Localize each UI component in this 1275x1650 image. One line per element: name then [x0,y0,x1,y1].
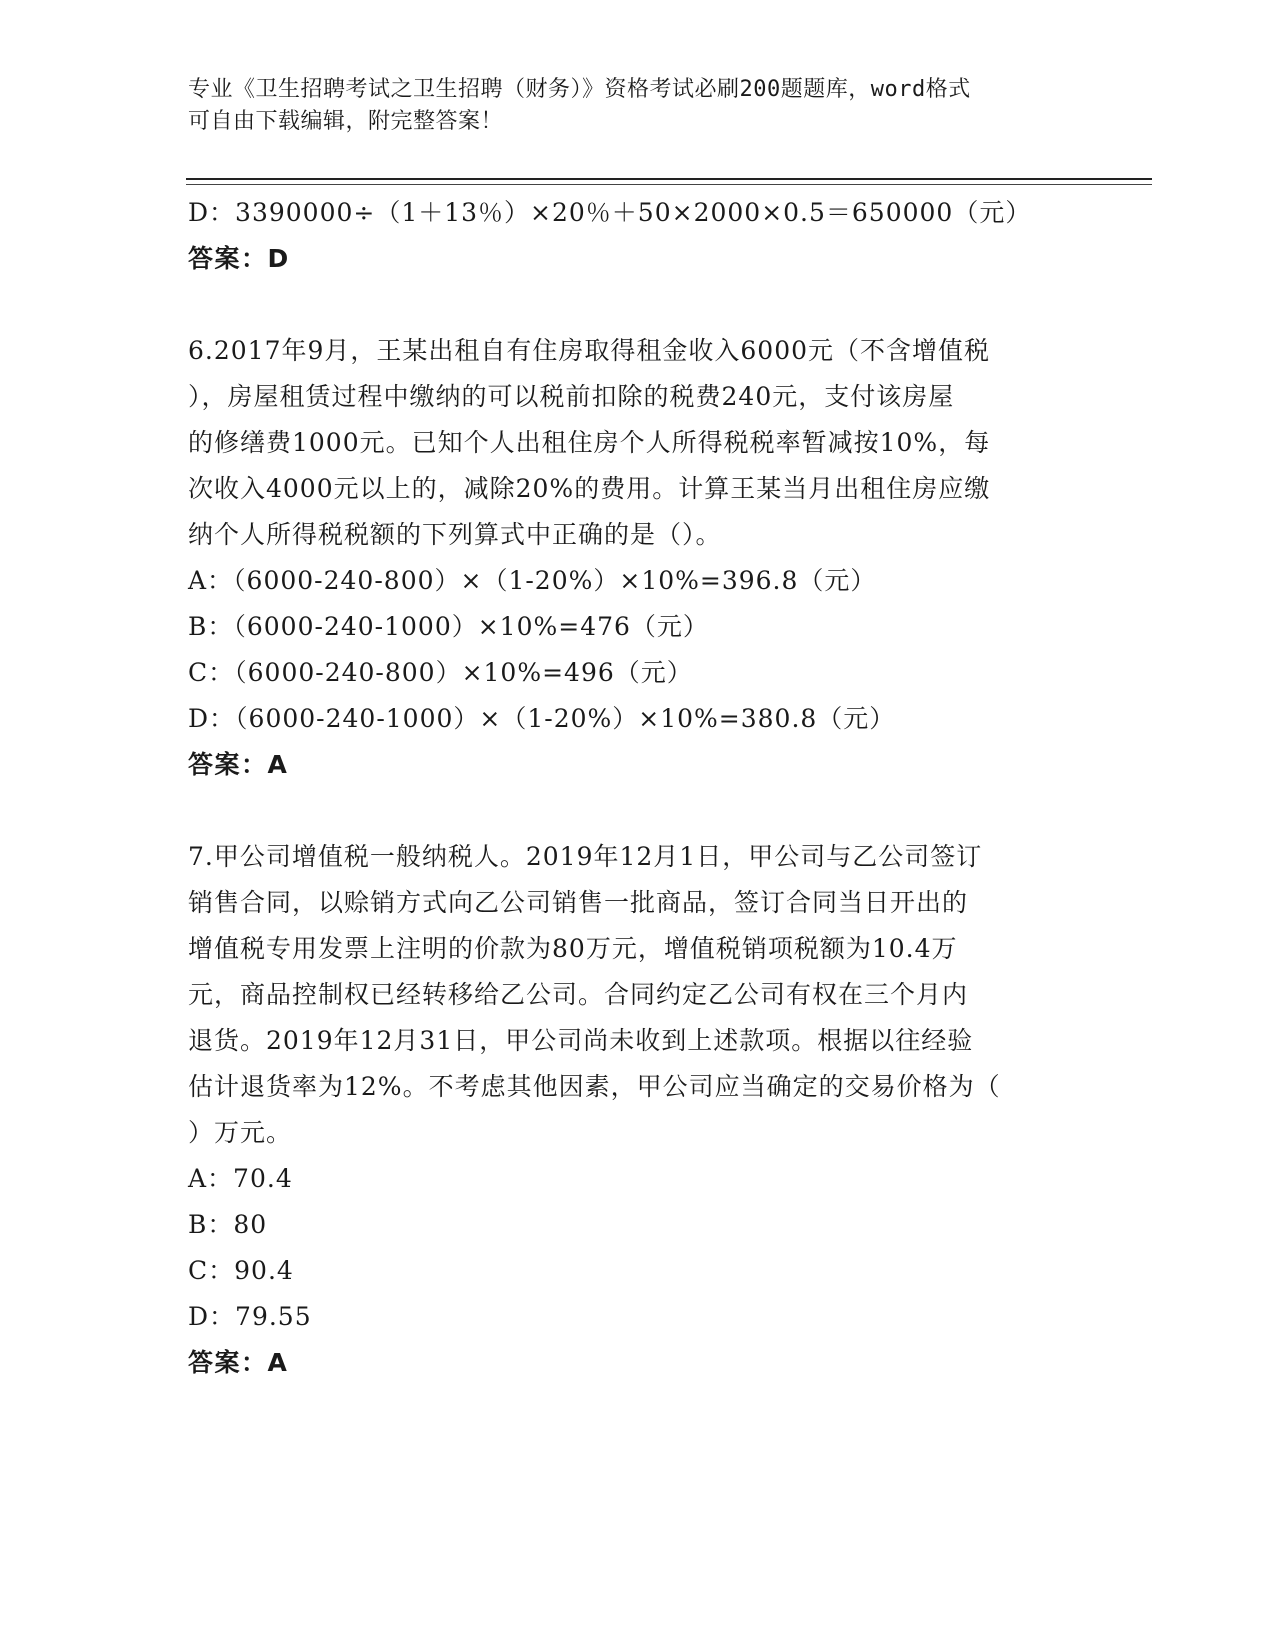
document-body [188,190,1088,1386]
question-7 [188,834,1088,1386]
answer-label: 答案：A [188,1348,289,1377]
question-text-line: 的修缮费1000元。已知个人出租住房个人所得税税率暂减按10%，每 [188,428,991,457]
question-text-line: 增值税专用发票上注明的价款为80万元，增值税销项税额为10.4万 [188,934,958,963]
option-c: C：90.4 [188,1256,294,1285]
option-d: D：79.55 [188,1302,312,1331]
spacer [188,788,1088,834]
option-a: A：（6000-240-800）×（1-20%）×10%=396.8（元） [188,566,877,595]
option-d: D：（6000-240-1000）×（1-20%）×10%=380.8（元） [188,704,896,733]
document-header [188,74,1088,138]
option-d: D：3390000÷（1＋13％）×20％＋50×2000×0.5＝650000（元） [188,198,1032,227]
question-text-line: ），房屋租赁过程中缴纳的可以税前扣除的税费240元，支付该房屋 [188,382,955,411]
question-text-line: 纳个人所得税税额的下列算式中正确的是（）。 [188,520,722,549]
question-5-tail [188,190,1088,282]
question-text-line: 元，商品控制权已经转移给乙公司。合同约定乙公司有权在三个月内 [188,980,969,1009]
option-c: C：（6000-240-800）×10%=496（元） [188,658,693,687]
question-text-line: ）万元。 [188,1118,293,1147]
answer-label: 答案：D [188,244,290,273]
header-divider-thick [186,178,1152,180]
question-text-line: 次收入4000元以上的，减除20%的费用。计算王某当月出租住房应缴 [188,474,991,503]
question-text-line: 6.2017年9月，王某出租自有住房取得租金收入6000元（不含增值税 [188,336,991,365]
option-b: B：（6000-240-1000）×10%=476（元） [188,612,709,641]
option-b: B：80 [188,1210,268,1239]
answer-label: 答案：A [188,750,289,779]
spacer [188,282,1088,328]
header-line-1: 专业《卫生招聘考试之卫生招聘（财务）》资格考试必刷200题题库，word格式 [188,77,971,102]
header-line-2: 可自由下载编辑，附完整答案！ [188,109,504,134]
question-text-line: 销售合同，以赊销方式向乙公司销售一批商品，签订合同当日开出的 [188,888,969,917]
option-a: A：70.4 [188,1164,293,1193]
question-6 [188,328,1088,788]
header-divider-thin [186,184,1152,185]
question-text-line: 退货。2019年12月31日，甲公司尚未收到上述款项。根据以往经验 [188,1026,974,1055]
question-text-line: 7.甲公司增值税一般纳税人。2019年12月1日，甲公司与乙公司签订 [188,842,983,871]
question-text-line: 估计退货率为12%。不考虑其他因素，甲公司应当确定的交易价格为（ [188,1072,1001,1101]
